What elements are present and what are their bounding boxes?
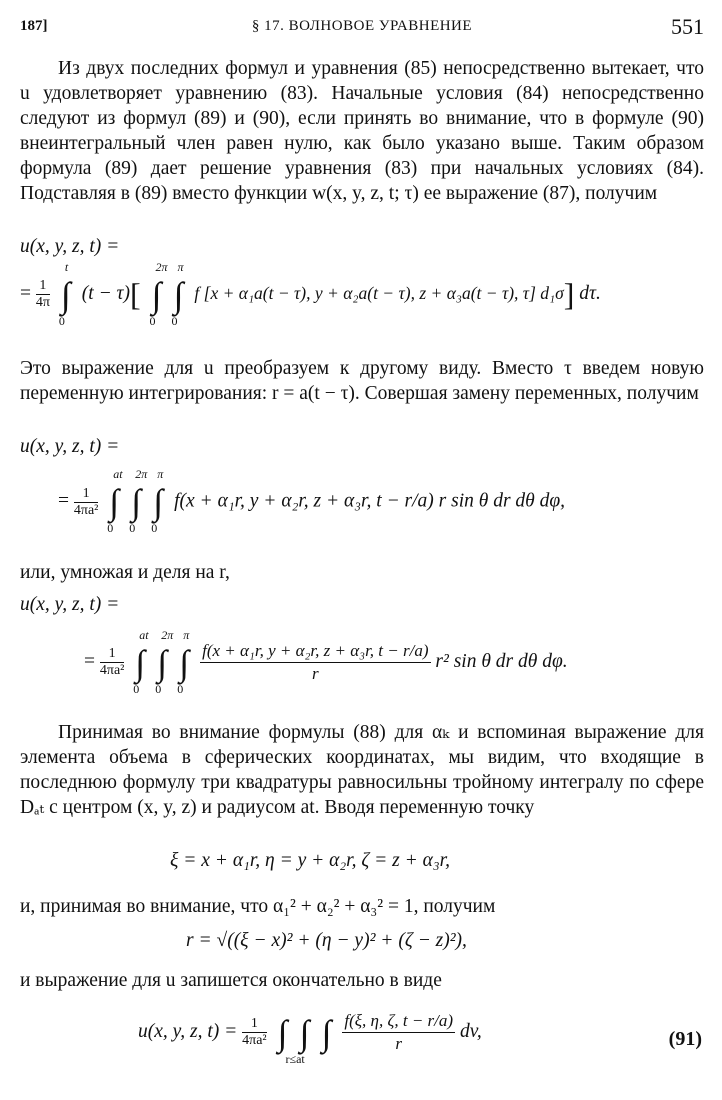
equation-6: u(x, y, z, t) = $\frac{1}{\text{4πa²}}$ ∫ ∫ r≤at ∫ $\frac{f(\xi, \eta, \zeta, t - r/a)}{r}$ dv, xyxy=(138,1011,482,1066)
eq3-tail: r² sin θ dr dθ dφ. xyxy=(435,650,568,672)
paragraph-5: и, принимая во внимание, что α₁² + α₂² + α₃² = 1, получим xyxy=(20,896,496,917)
header-title: § 17. ВОЛНОВОЕ УРАВНЕНИЕ xyxy=(251,18,473,34)
eq6-numerator: f(ξ, η, ζ, t − r/a) xyxy=(342,1010,455,1033)
equation-4: ξ = x + α₁r, η = y + α₂r, ζ = z + α₃r, xyxy=(170,850,450,871)
eq6-lhs: u(x, y, z, t) = xyxy=(138,1020,238,1042)
eq1-lhs: u(x, y, z, t) = xyxy=(20,236,120,257)
paragraph-2: Это выражение для u преобразуем к другому виду. Вместо τ введем новую переменную интегрирования: r = a(t − τ). Совершая замену переменных, получим xyxy=(20,358,704,404)
paragraph-6: и выражение для u запишется окончательно в виде xyxy=(20,970,442,991)
eq2-integrand: f(x + α₁r, y + α₂r, z + α₃r, t − r/a) r sin θ dr dθ dφ, xyxy=(174,490,566,512)
paragraph-1: Из двух последних формул и уравнения (85) непосредственно вытекает, что u удовлетворяет уравнению (83). Начальные условия (84) непосредственно следуют из формул (89) и (90), если принять во внимание, что в формуле (90) внеинтегральный член равен нулю, как было указано выше. Таким образом формула (89) дает решение уравнения (83) при начальных условиях (84). Подставляя в (89) вместо функции w(x, y, z, t; τ) ее выражение (87), получим xyxy=(20,58,704,204)
equation-3: = $\frac{1}{\text{4πa²}}$ ∫ at 0 ∫ 2π 0 ∫ π 0 $\frac{\text{f(x + α₁r, y + α₂r, z + α₃r, t − r/a)}}{r}$ r² sin θ dr dθ dφ. xyxy=(84,627,568,696)
eq6-region: r≤at xyxy=(285,1051,305,1066)
equation-2: = $\frac{1}{\text{4πa²}}$ ∫ at 0 ∫ 2π 0 ∫ π 0 f(x + α₁r, y + α₂r, z + α₃r, t − r/a) r sin θ dr dθ dφ, xyxy=(58,467,566,535)
eq3-lhs: u(x, y, z, t) = xyxy=(20,594,120,615)
eq3-denominator: r xyxy=(312,664,319,683)
page-number: 551 xyxy=(671,14,704,39)
eq6-denominator: r xyxy=(395,1034,403,1053)
equation-5: r = √((ξ − x)² + (η − y)² + (ζ − z)²), xyxy=(186,930,467,951)
eq6-tail: dv, xyxy=(459,1020,482,1042)
equation-1: = $\frac{1}{4\pi}$ ∫ t 0 (t − τ)[ ∫ 2π 0 ∫ π 0 f [x + α₁a(t − τ), y + α₂a(t − τ), z + α₃a(t − τ), τ] d₁σ] dτ. xyxy=(20,259,601,328)
eq3-numerator: f(x + α₁r, y + α₂r, z + α₃r, t − r/a) xyxy=(200,640,430,663)
header-section-ref: 187] xyxy=(20,18,48,34)
eq2-lhs: u(x, y, z, t) = xyxy=(20,436,120,457)
paragraph-3: или, умножая и деля на r, xyxy=(20,562,230,583)
eq1-integrand: f [x + α₁a(t − τ), y + α₂a(t − τ), z + α₃a(t − τ), τ] d₁σ xyxy=(194,282,564,303)
equation-number: (91) xyxy=(668,1028,702,1050)
running-header xyxy=(20,14,704,40)
paragraph-4: Принимая во внимание формулы (88) для αₖ и вспоминая выражение для элемента объема в сферических координатах, мы видим, что входящие в последнюю формулу три квадратуры равносильны тройному интегралу по сфере Dₐₜ с центром (x, y, z) и радиусом at. Вводя переменную точку xyxy=(20,722,704,818)
